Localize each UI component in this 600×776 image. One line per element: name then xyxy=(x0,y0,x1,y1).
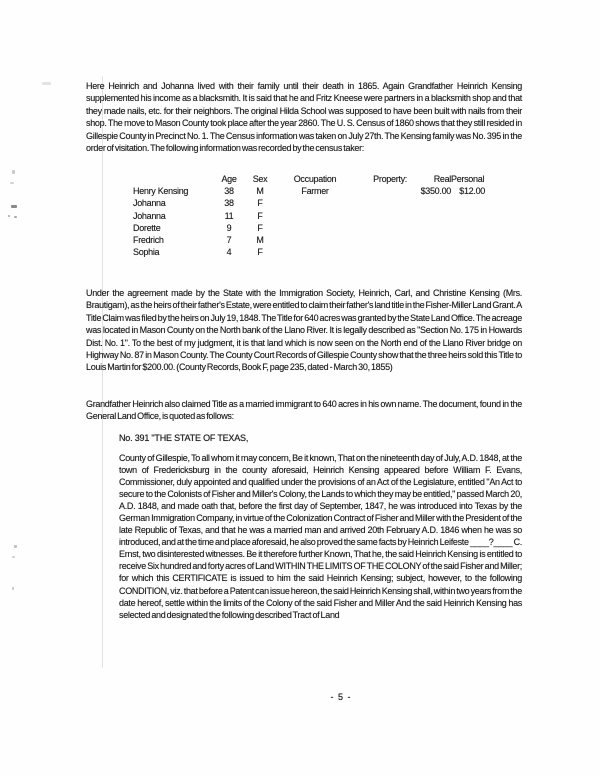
census-table-header-row xyxy=(133,173,491,185)
cell-age: 38 xyxy=(224,186,234,197)
cell-name: Sophia xyxy=(133,247,160,258)
cell-name: Johanna xyxy=(133,210,166,221)
cell-age: 11 xyxy=(224,210,234,221)
cell-property xyxy=(355,197,407,209)
paragraph-title-claim: Grandfather Heinrich also claimed Title as a married immigrant to 640 acres in his own name. The document, found in the General Land Office, is quoted as follows: xyxy=(86,399,522,422)
cell-sex: F xyxy=(257,222,263,233)
cell-personal xyxy=(451,234,491,246)
census-header-property: Property: xyxy=(373,174,407,184)
cell-real xyxy=(407,246,451,258)
cell-occupation xyxy=(275,197,355,209)
page-number: - 5 - xyxy=(330,692,352,702)
cell-property xyxy=(355,222,407,234)
certificate-heading: No. 391 "THE STATE OF TEXAS, xyxy=(119,433,249,443)
cell-sex: M xyxy=(256,234,264,245)
scan-speck xyxy=(12,556,15,558)
cell-occupation xyxy=(275,210,355,222)
table-row xyxy=(133,222,491,234)
cell-sex: M xyxy=(256,186,264,197)
cell-property xyxy=(355,246,407,258)
cell-sex: F xyxy=(257,247,263,258)
census-header-name xyxy=(133,173,213,185)
cell-property xyxy=(355,210,407,222)
scan-smudge xyxy=(42,82,51,85)
table-row xyxy=(133,197,491,209)
certificate-body: County of Gillespie, To all whom it may concern, Be it known, That on the nineteenth day of July, A.D. 1848, at the town of Fredericksburg in the county aforesaid, Heinrich Kensing appeared before William F. Evans, Commissioner, duly appointed and qualified under the provisions of an Act of the Legislature, entitled "An Act to secure to the Colonists of Fisher and Miller's Colony, the Lands to which they may be entitled," passed March 20, A.D. 1848, and made oath that, before the first day of September, 1847, he was introduced into Texas by the German Immigration Company, in virtue of the Colonization Contract of Fisher and Miller with the President of the late Republic of Texas, and that he was a married man and arrived 20th February A.D. 1846 when he was so introduced, and at the time and place aforesaid, he also proved the same facts by Heinrich Leifeste ____?____ C. Ernst, two disinterested witnesses. Be it therefore further Known, That he, the said Heinrich Kensing is entitled to receive Six hundred and forty acres of Land WITHIN THE LIMITS OF THE COLONY of the said Fisher and Miller; for which this CERTIFICATE is issued to him the said Heinrich Kensing; subject, however, to the following CONDITION, viz. that before a Patent can issue hereon, the said Heinrich Kensing shall, within two years from the date hereof, settle within the limits of the Colony of the said Fisher and Miller And the said Heinrich Kensing has selected and designated the following described Tract of Land xyxy=(119,453,522,620)
cell-age: 4 xyxy=(226,247,232,258)
cell-personal xyxy=(451,222,491,234)
cell-property xyxy=(355,234,407,246)
cell-real xyxy=(407,222,451,234)
cell-occupation xyxy=(275,234,355,246)
cell-occupation xyxy=(275,246,355,258)
scan-speck xyxy=(12,587,14,590)
scan-speck xyxy=(12,170,15,174)
cell-real xyxy=(407,210,451,222)
census-header-personal: Personal xyxy=(451,174,485,184)
cell-name: Fredrich xyxy=(133,234,164,245)
cell-personal xyxy=(451,246,491,258)
cell-name: Dorette xyxy=(133,222,161,233)
census-header-real: Real xyxy=(433,174,451,184)
scan-speck xyxy=(10,182,14,184)
cell-age: 9 xyxy=(226,222,232,233)
census-header-occupation: Occupation xyxy=(293,174,337,184)
paragraph-land-grant: Under the agreement made by the State with the Immigration Society, Heinrich, Carl, and Christine Kensing (Mrs. Brautigam), as the heirs of their father's Estate, were entitled to claim their father's land title in the Fisher-Miller Land Grant. A Title Claim was filed by the heirs on July 19, 1848. The Title for 640 acres was granted by the State Land Office. The acreage was located in Mason County on the North bank of the Llano River. It is legally described as "Section No. 175 in Howards Dist. No. 1". To the best of my judgment, it is that land which is now seen on the North end of the Llano River bridge on Highway No. 87 in Mason County. The County Court Records of Gillespie County show that the three heirs sold this Title to Louis Martin for $200.00. (County Records, Book F, page 235, dated - March 30, 1855) xyxy=(86,288,522,373)
table-row xyxy=(133,185,491,197)
cell-property xyxy=(355,185,407,197)
cell-sex: F xyxy=(257,198,263,209)
census-table xyxy=(133,173,491,258)
cell-name: Henry Kensing xyxy=(133,186,189,197)
paragraph-family-history: Here Heinrich and Johanna lived with their family until their death in 1865. Again Grandfather Heinrich Kensing supplemented his income as a blacksmith. It is said that he and Fritz Kneese were partners in a blacksmith shop and that they made nails, etc. for their neighbors. The original Hilda School was supposed to have been built with nails from their shop. The move to Mason County took place after the year 2860. The U. S. Census of 1860 shows that they still resided in Gillespie County in Precinct No. 1. The Census information was taken on July 27th. The Kensing family was No. 395 in the order of visitation. The following information was recorded by the census taker: xyxy=(86,81,522,154)
census-header-age: Age xyxy=(221,174,237,184)
cell-personal: $12.00 xyxy=(459,186,485,197)
cell-age: 7 xyxy=(226,234,232,245)
table-row xyxy=(133,210,491,222)
cell-real: $350.00 xyxy=(420,186,451,197)
cell-name: Johanna xyxy=(133,198,166,209)
table-row xyxy=(133,246,491,258)
scan-speck xyxy=(11,205,17,208)
census-header-sex: Sex xyxy=(252,174,268,184)
cell-occupation xyxy=(275,222,355,234)
cell-occupation: Farmer xyxy=(301,186,329,197)
cell-sex: F xyxy=(257,210,263,221)
table-row xyxy=(133,234,491,246)
cell-personal xyxy=(451,210,491,222)
cell-real xyxy=(407,197,451,209)
scan-speck xyxy=(8,215,10,217)
cell-personal xyxy=(451,197,491,209)
scan-speck xyxy=(14,216,17,218)
cell-real xyxy=(407,234,451,246)
cell-age: 38 xyxy=(224,198,234,209)
scan-speck xyxy=(14,545,17,548)
